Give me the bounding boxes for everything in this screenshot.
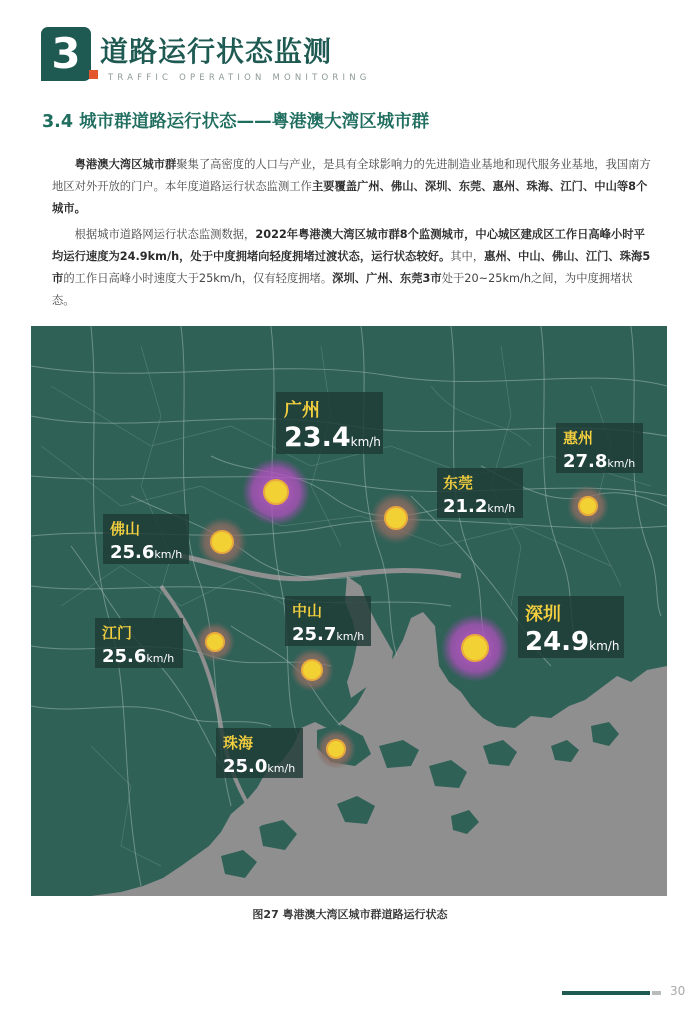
- label-dongguan: [437, 468, 523, 518]
- analysis-bold-2: 惠州、中山、佛山、江门、珠海5市: [52, 250, 651, 285]
- dot-zhongshan: [302, 660, 322, 680]
- label-jiangmen: [95, 618, 183, 668]
- label-foshan: [103, 514, 189, 564]
- analysis-bold-1: 2022年粤港澳大湾区城市群8个监测城市，中心城区建成区工作日高峰小时平均运行速度为24.9km/h，处于中度拥堵向轻度拥堵过渡状态，运行状态较好。: [52, 228, 645, 263]
- chapter-title: 道路运行状态监测: [100, 35, 333, 68]
- analysis-text-2: 其中，: [450, 250, 485, 263]
- dot-guangzhou: [264, 480, 288, 504]
- city-speed-shenzhen: 24.9km/h: [525, 627, 620, 657]
- city-speed-foshan: 25.6km/h: [110, 542, 183, 563]
- footer-bar: [562, 991, 650, 995]
- footer-bar-grey: [652, 991, 661, 995]
- city-speed-dongguan: 21.2km/h: [443, 496, 516, 517]
- city-name-jiangmen: 江门: [102, 624, 133, 642]
- label-zhongshan: [285, 596, 371, 646]
- analysis-bold-3: 深圳、广州、东莞3市: [332, 272, 442, 285]
- paragraph-intro: [52, 154, 652, 220]
- chapter-badge: [41, 27, 91, 81]
- bay-area-map: [31, 326, 667, 896]
- chapter-accent-square: [89, 70, 98, 79]
- dot-zhuhai: [327, 740, 345, 758]
- city-name-guangzhou: 广州: [284, 400, 320, 421]
- city-name-shenzhen: 深圳: [525, 604, 561, 625]
- intro-bold-2: 主要覆盖广州、佛山、深圳、东莞、惠州、珠海、江门、中山等8个城市。: [52, 180, 648, 215]
- intro-bold-1: 粤港澳大湾区城市群: [74, 158, 177, 171]
- dot-foshan: [211, 531, 233, 553]
- label-shenzhen: [518, 596, 624, 658]
- city-name-zhuhai: 珠海: [223, 734, 254, 752]
- analysis-text-4: 处于20~25km/h之间，为中度拥堵状态。: [52, 272, 633, 307]
- figure-caption: 图27 粤港澳大湾区城市群道路运行状态: [252, 908, 448, 921]
- dot-huizhou: [579, 497, 597, 515]
- city-name-foshan: 佛山: [110, 520, 141, 538]
- city-name-huizhou: 惠州: [563, 429, 594, 447]
- label-huizhou: [556, 423, 643, 473]
- paragraph-analysis: [52, 224, 652, 312]
- chapter-subtitle: TRAFFIC OPERATION MONITORING: [108, 73, 371, 83]
- analysis-text-1: 根据城市道路网运行状态监测数据，: [74, 228, 256, 241]
- city-speed-guangzhou: 23.4km/h: [284, 422, 381, 453]
- city-name-dongguan: 东莞: [443, 474, 474, 492]
- city-speed-zhuhai: 25.0km/h: [223, 756, 296, 777]
- label-guangzhou: [276, 392, 383, 454]
- city-speed-zhongshan: 25.7km/h: [292, 624, 365, 645]
- chapter-number: 3: [51, 29, 81, 78]
- section-title: 3.4 城市群道路运行状态——粤港澳大湾区城市群: [42, 112, 430, 132]
- dot-dongguan: [385, 507, 407, 529]
- label-zhuhai: [216, 728, 303, 778]
- page-number: 30: [670, 984, 686, 998]
- analysis-text-3: 的工作日高峰小时速度大于25km/h，仅有轻度拥堵。: [63, 272, 333, 285]
- city-name-zhongshan: 中山: [292, 602, 323, 620]
- dot-jiangmen: [206, 633, 224, 651]
- city-speed-huizhou: 27.8km/h: [563, 451, 636, 472]
- city-speed-jiangmen: 25.6km/h: [102, 646, 175, 667]
- intro-text-1: 聚集了高密度的人口与产业，是具有全球影响力的先进制造业基地和现代服务业基地，我国南方地区对外开放的门户。本年度道路运行状态监测工作: [52, 158, 651, 193]
- dot-shenzhen: [462, 635, 488, 661]
